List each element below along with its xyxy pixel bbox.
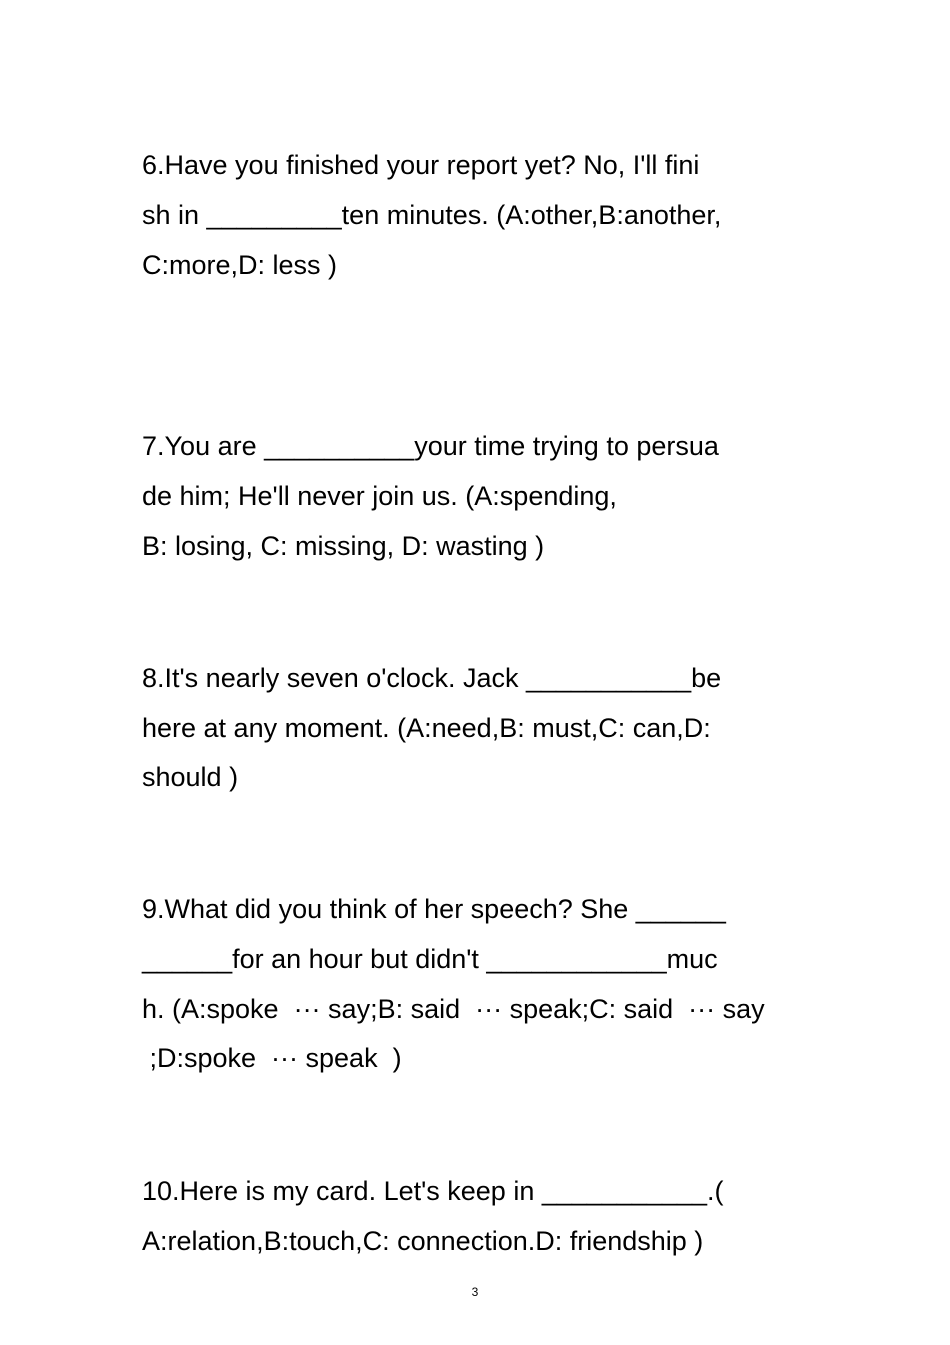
question-6-line-3: C:more,D: less ): [142, 250, 338, 280]
question-10-line-2: A:relation,B:touch,C: connection.D: friendship ): [142, 1226, 704, 1256]
question-10-line-1: 10.Here is my card. Let's keep in ___________.(: [142, 1176, 724, 1206]
question-9-line-1: 9.What did you think of her speech? She ______: [142, 894, 726, 924]
question-8-line-1: 8.It's nearly seven o'clock. Jack ___________be: [142, 663, 722, 693]
question-6-line-1: 6.Have you finished your report yet? No, I'll fini: [142, 150, 700, 180]
question-7-line-2: de him; He'll never join us. (A:spending,: [142, 481, 617, 511]
question-8-line-3: should ): [142, 762, 239, 792]
question-9-line-2: ______for an hour but didn't ____________muc: [142, 944, 718, 974]
question-9-line-4: ;D:spoke ··· speak ): [142, 1043, 402, 1073]
question-8-line-2: here at any moment. (A:need,B: must,C: can,D:: [142, 713, 711, 743]
page-number: 3: [471, 1285, 479, 1299]
question-7-line-1: 7.You are __________your time trying to persua: [142, 431, 719, 461]
question-9-line-3: h. (A:spoke ··· say;B: said ··· speak;C: said ··· say: [142, 994, 765, 1024]
question-6-line-2: sh in _________ten minutes. (A:other,B:another,: [142, 200, 722, 230]
question-7-line-3: B: losing, C: missing, D: wasting ): [142, 531, 545, 561]
